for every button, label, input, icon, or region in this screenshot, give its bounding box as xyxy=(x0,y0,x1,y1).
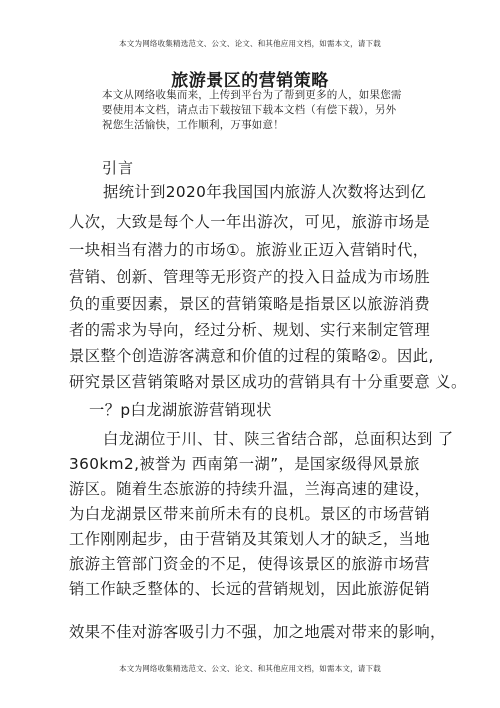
body-text-line: 负的重要因素，景区的营销策略是指景区以旅游消费 xyxy=(69,295,431,313)
body-text-line: 效果不佳对游客吸引力不强，加之地震对带来的影响， xyxy=(69,623,446,641)
body-text-line: 一块相当有潜力的市场①。旅游业正迈入营销时代， xyxy=(69,241,429,259)
page-footer-notice: 本文为网络收集精选范文、公文、论文、和其他应用文档，如需本文，请下载 xyxy=(119,664,381,673)
body-text-line: 游区。随着生态旅游的持续升温，兰海高速的建设， xyxy=(69,480,431,498)
body-text-line: 白龙湖位于川、甘、陕三省结合部，总面积达到 了 xyxy=(103,430,454,448)
body-text-line: 旅游主管部门资金的不足，使得该景区的旅游市场营 xyxy=(69,555,431,573)
body-text-line: 人次，大致是每个人一年出游次，可见，旅游市场是 xyxy=(69,213,431,231)
body-text-line: 景区整个创造游客满意和价值的过程的策略②。因此, xyxy=(69,347,434,365)
body-text-line: 者的需求为导向，经过分析、规划、实行来制定管理 xyxy=(69,321,431,339)
body-text-line: 据统计到2020年我国国内旅游人次数将达到亿 xyxy=(103,183,427,201)
document-title: 旅游景区的营销策略 xyxy=(171,71,329,91)
download-notice: 本文从网络收集而来，上传到平台为了帮到更多的人，如果您需要使用本文档，请点击下载按钮下载本文档（有偿下载），另外祝您生活愉快，工作顺利，万事如意！ xyxy=(102,89,402,131)
section-heading-intro: 引言 xyxy=(102,159,135,177)
body-text-line: 营销、创新、管理等无形资产的投入日益成为市场胜 xyxy=(69,268,431,286)
page-header-notice: 本文为网络收集精选范文、公文、论文、和其他应用文档，如需本文，请下载 xyxy=(119,39,381,48)
body-text-line: 销工作缺乏整体的、长远的营销规划，因此旅游促销 xyxy=(69,580,431,598)
body-text-line: 研究景区营销策略对景区成功的营销具有十分重要意 义。 xyxy=(69,373,467,391)
body-text-line: 为白龙湖景区带来前所未有的良机。景区的市场营销 xyxy=(69,505,431,523)
body-text-line: 360km2,被誉为 西南第一湖”，是国家级得风景旅 xyxy=(69,455,420,473)
body-text-line: 工作刚刚起步，由于营销及其策划人才的缺乏，当地 xyxy=(69,530,431,548)
subsection-heading: 一？p白龙湖旅游营销现状 xyxy=(89,401,272,419)
